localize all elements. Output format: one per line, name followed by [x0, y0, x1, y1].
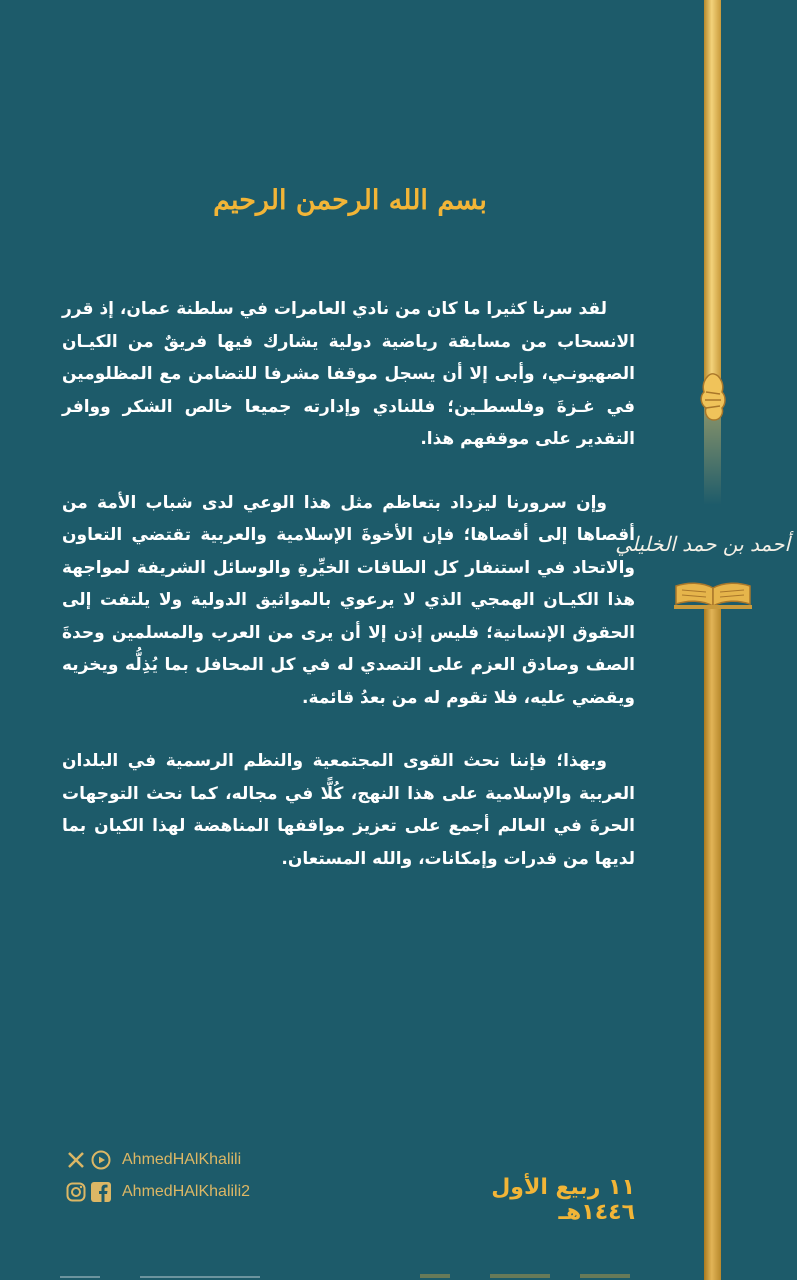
social-row-x-youtube [66, 1147, 250, 1173]
basmala-heading: بسم الله الرحمن الرحيم [213, 185, 487, 216]
social-handle-1[interactable]: AhmedHAlKhalili [122, 1151, 242, 1168]
paragraph-2: وإن سرورنا ليزداد بتعاظم مثل هذا الوعي لدى شباب الأمة من أقصاها إلى أقصاها؛ فإن الأخوةَ الإسلامية والعربية تقتضي التعاون والاتحاد في استنفار كل الطاقات الخيِّرةِ والوسائل الشريفة لمواجهة هذا الكيـان الهمجي الذي لا يرعوي بالمواثيق الدولية ولا يلتفت إلى الحقوق الإنسانية؛ فليس إذن إلا أن يرى من العرب والمسلمين وحدةَ الصف وصادق العزم على التصدي له في كل المحافل بما يُذِلُّه ويخزيه ويقضي عليه، فلا تقوم له من بعدُ قائمة. [62, 492, 635, 708]
open-book-icon [672, 578, 754, 612]
youtube-icon[interactable] [91, 1150, 111, 1170]
facebook-icon[interactable] [91, 1182, 111, 1202]
bottom-decorative-strip [60, 1270, 640, 1280]
social-links [66, 1147, 250, 1211]
social-row-instagram-facebook [66, 1179, 250, 1205]
clasped-hands-icon [694, 370, 732, 426]
paragraph-1: لقد سرنا كثيرا ما كان من نادي العامرات في سلطنة عمان، إذ قرر الانسحاب من مسابقة رياضية دولية يشارك فيها فريقٌ من الكيـان الصهيونـي، وأبى إلا أن يسجل موقفا مشرفا للتضامن مع المظلومين في غـزةَ وفلسطـين؛ فللنادي وإدارته جميعا خالص الشكر ووافر التقدير على موقفهم هذا. [62, 299, 635, 449]
social-handle-2[interactable]: AhmedHAlKhalili2 [122, 1183, 251, 1200]
hijri-date: ١١ ربيع الأول ١٤٤٦هـ [491, 1175, 635, 1225]
gold-bar-bottom [704, 608, 721, 1280]
x-icon[interactable] [66, 1150, 86, 1170]
author-signature: أحمد بن حمد الخليلي [615, 532, 790, 556]
gold-bar-top [704, 0, 721, 395]
letter-body [62, 293, 635, 906]
paragraph-3: وبهذا؛ فإننا نحث القوى المجتمعية والنظم الرسمية في البلدان العربية والإسلامية على هذا النهج، كُلًّا في مجاله، كما نحث التوجهات الحرةَ في العالم أجمع على تعزيز مواقفها المناهضة لهذا الكيان بما لديها من قدرات وإمكانات، والله المستعان. [62, 751, 635, 869]
instagram-icon[interactable] [66, 1182, 86, 1202]
